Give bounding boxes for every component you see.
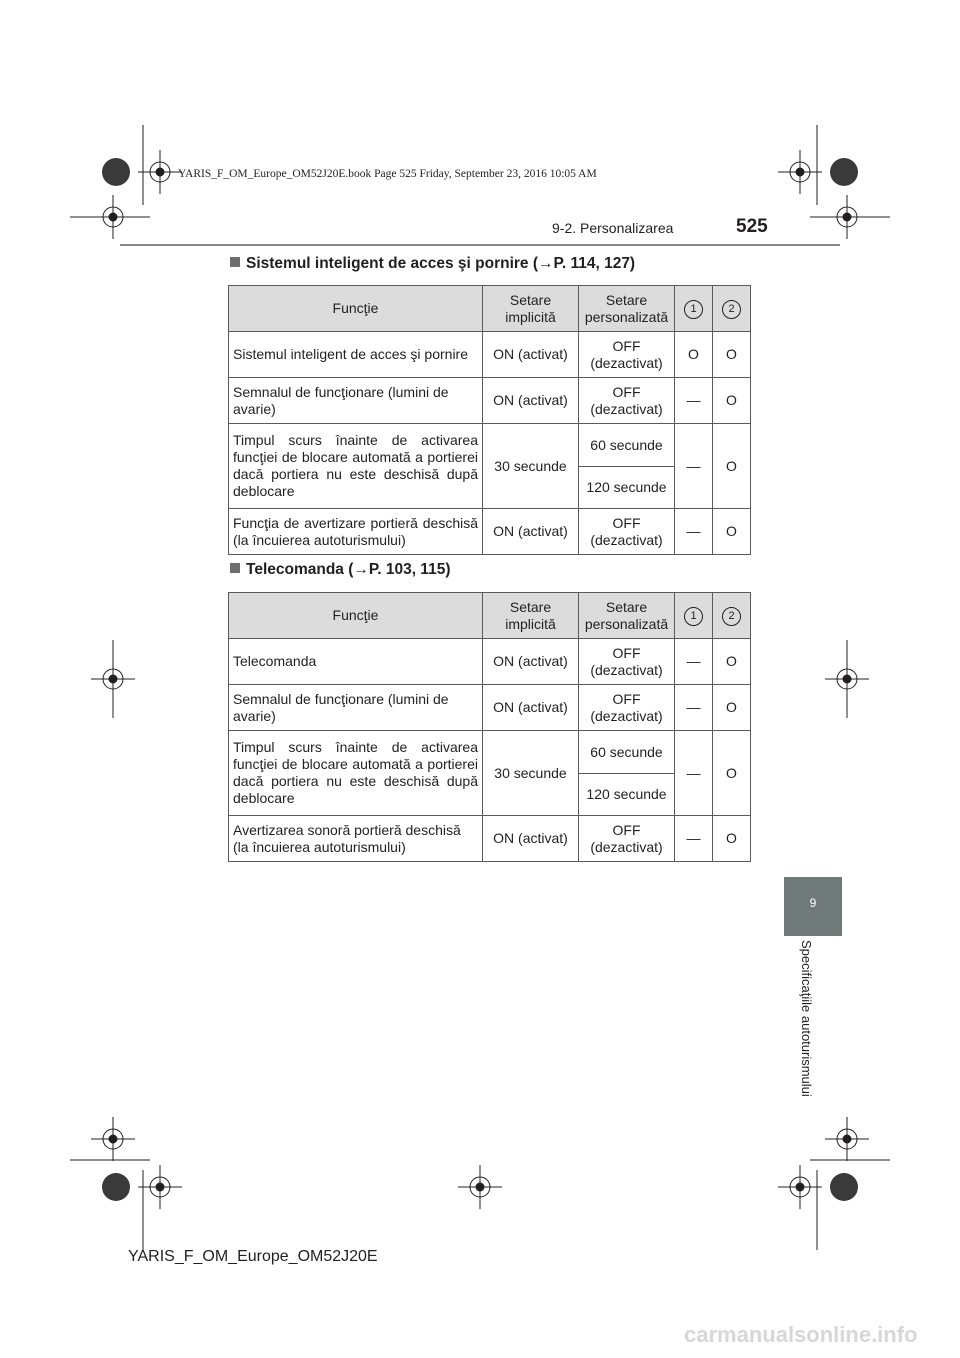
cell-custom-option-1: 60 secunde	[579, 731, 675, 774]
cell-col2: O	[713, 332, 751, 378]
circled-number-2: 2	[722, 300, 741, 319]
cell-col2: O	[713, 731, 751, 816]
footer-code: YARIS_F_OM_Europe_OM52J20E	[128, 1248, 378, 1265]
cell-col1: —	[675, 378, 713, 424]
cell-function: Avertizarea sonoră portieră deschisă (la încuierea autoturismului)	[229, 816, 483, 862]
column-header-default: Setare implicită	[483, 593, 579, 639]
page-number: 525	[736, 216, 768, 237]
cell-col1: —	[675, 424, 713, 509]
chapter-side-label: Specificaţiile autoturismului	[799, 940, 814, 1097]
settings-table-smart-entry	[228, 285, 751, 555]
print-info-line: YARIS_F_OM_Europe_OM52J20E.book Page 525 Friday, September 23, 2016 10:05 AM	[178, 168, 597, 180]
column-header-custom: Setare personalizată	[579, 286, 675, 332]
square-bullet-icon	[230, 257, 240, 267]
cell-function: Semnalul de funcţionare (lumini de avarie)	[229, 685, 483, 731]
cell-custom: OFF (dezactivat)	[579, 332, 675, 378]
cell-custom: OFF (dezactivat)	[579, 685, 675, 731]
chapter-number: 9	[809, 896, 817, 910]
cell-default: ON (activat)	[483, 639, 579, 685]
column-header-1	[675, 593, 713, 639]
cell-custom-option-2: 120 secunde	[579, 467, 675, 509]
cell-function: Timpul scurs înainte de activarea funcţiei de blocare automată a portierei dacă portiera nu este deschisă după deblocare	[229, 424, 483, 509]
cell-custom-option-2: 120 secunde	[579, 774, 675, 816]
column-header-default: Setare implicită	[483, 286, 579, 332]
settings-table-remote-control	[228, 592, 751, 862]
table-row	[229, 332, 751, 378]
column-header-2	[713, 593, 751, 639]
cell-col2: O	[713, 639, 751, 685]
cell-col2: O	[713, 424, 751, 509]
table-row	[229, 816, 751, 862]
cell-default: ON (activat)	[483, 332, 579, 378]
cell-col1: —	[675, 685, 713, 731]
cell-col1: —	[675, 816, 713, 862]
column-header-function: Funcţie	[229, 286, 483, 332]
column-header-function: Funcţie	[229, 593, 483, 639]
cell-custom: OFF (dezactivat)	[579, 816, 675, 862]
circled-number-1: 1	[684, 300, 703, 319]
square-bullet-icon	[230, 563, 240, 573]
cell-col2: O	[713, 378, 751, 424]
cell-custom-option-1: 60 secunde	[579, 424, 675, 467]
cell-col1: —	[675, 639, 713, 685]
header-rule	[120, 244, 840, 246]
cell-default: 30 secunde	[483, 731, 579, 816]
table-row	[229, 731, 751, 774]
cell-default: ON (activat)	[483, 509, 579, 555]
cell-custom: OFF (dezactivat)	[579, 378, 675, 424]
cell-col2: O	[713, 685, 751, 731]
cell-function: Sistemul inteligent de acces şi pornire	[229, 332, 483, 378]
watermark: carmanualsonline.info	[684, 1322, 918, 1347]
cell-col2: O	[713, 509, 751, 555]
table-row	[229, 639, 751, 685]
cell-col1: —	[675, 509, 713, 555]
cell-default: ON (activat)	[483, 685, 579, 731]
circled-number-2: 2	[722, 607, 741, 626]
section-header: 9-2. Personalizarea	[552, 220, 674, 236]
table-row	[229, 685, 751, 731]
section-heading-smart-entry: Sistemul inteligent de acces şi pornire (→P. 114, 127)	[230, 255, 635, 273]
cell-function: Timpul scurs înainte de activarea funcţiei de blocare automată a portierei dacă portiera nu este deschisă după deblocare	[229, 731, 483, 816]
cell-custom: OFF (dezactivat)	[579, 639, 675, 685]
column-header-custom: Setare personalizată	[579, 593, 675, 639]
cell-col2: O	[713, 816, 751, 862]
cell-function: Semnalul de funcţionare (lumini de avarie)	[229, 378, 483, 424]
column-header-2	[713, 286, 751, 332]
table-row	[229, 424, 751, 467]
cell-custom: OFF (dezactivat)	[579, 509, 675, 555]
table-row	[229, 509, 751, 555]
table-header-row	[229, 286, 751, 332]
cell-function: Telecomanda	[229, 639, 483, 685]
column-header-1	[675, 286, 713, 332]
circled-number-1: 1	[684, 607, 703, 626]
cell-default: 30 secunde	[483, 424, 579, 509]
cell-col1: —	[675, 731, 713, 816]
table-header-row	[229, 593, 751, 639]
cell-col1: O	[675, 332, 713, 378]
chapter-tab	[784, 877, 842, 936]
section-heading-remote-control: Telecomanda (→P. 103, 115)	[230, 561, 450, 579]
cell-function: Funcţia de avertizare portieră deschisă (la încuierea autoturismului)	[229, 509, 483, 555]
cell-default: ON (activat)	[483, 816, 579, 862]
table-row	[229, 378, 751, 424]
cell-default: ON (activat)	[483, 378, 579, 424]
